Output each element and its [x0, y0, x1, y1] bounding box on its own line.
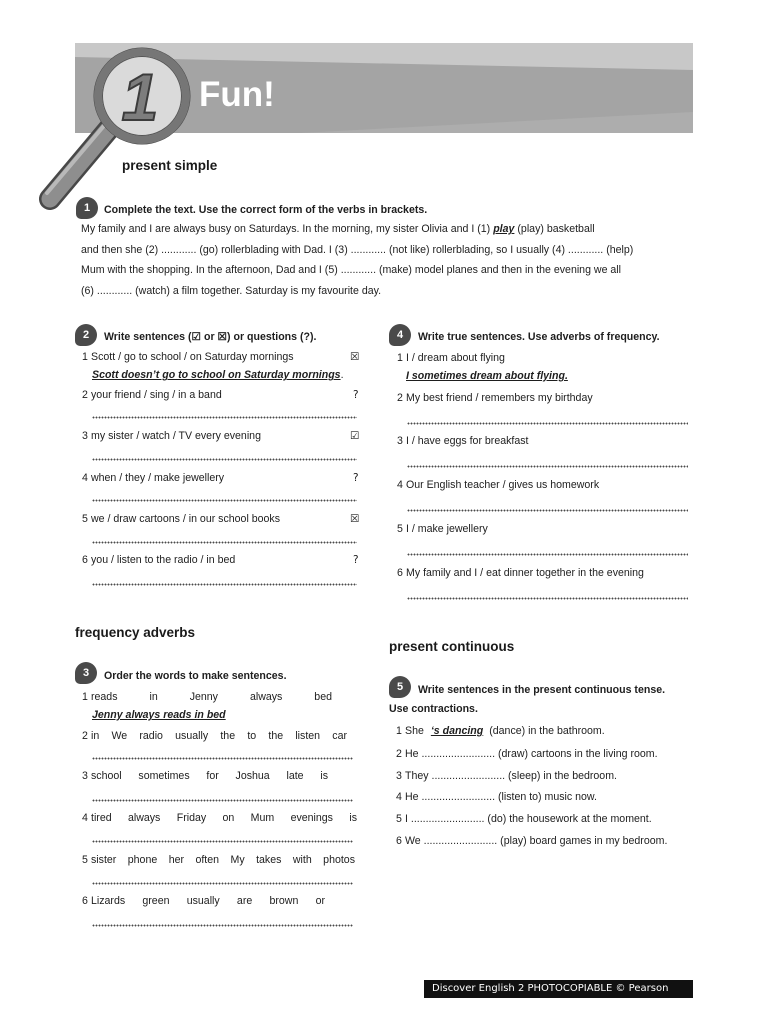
- item-prompt: we / draw cartoons / in our school books: [91, 513, 281, 525]
- exercise-1-line-text: My family and I are always busy on Saturdays. In the morning, my sister Olivia and I (1): [81, 223, 491, 235]
- exercise-5-instruction: Write sentences in the present continuous tense.: [418, 684, 666, 696]
- negative-box-icon: ☒: [350, 351, 360, 363]
- item-number: 1: [396, 725, 402, 737]
- item-prompt: I / make jewellery: [406, 523, 488, 535]
- scrambled-words: in We radio usually the to the listen car: [91, 730, 347, 742]
- exercise-1-line-text: (play) basketball: [517, 223, 595, 235]
- answer-line: [92, 458, 357, 461]
- answer-line: [407, 465, 688, 468]
- item-number: 6: [82, 895, 88, 907]
- answer-line: [92, 840, 353, 843]
- exercise-1-example-answer: play: [493, 223, 515, 235]
- item-number: 5: [396, 813, 402, 825]
- scrambled-words: Lizards green usually are brown or: [91, 895, 325, 907]
- item-prompt: when / they / make jewellery: [91, 472, 225, 484]
- question-mark: ?: [353, 472, 359, 484]
- exercise-2-badge: 2: [75, 324, 97, 346]
- item-prompt-text: (dance) in the bathroom.: [489, 725, 605, 737]
- item-number: 5: [82, 854, 88, 866]
- exercise-1-badge: 1: [76, 197, 98, 219]
- answer-line: [92, 882, 353, 885]
- item-prompt: We ......................... (play) board games in my bedroom.: [405, 835, 668, 847]
- item-number: 5: [82, 513, 88, 525]
- item-number: 1: [82, 691, 88, 703]
- example-answer: [92, 369, 344, 382]
- item-prompt: He ......................... (draw) cartoons in the living room.: [405, 748, 658, 760]
- item-prompt: your friend / sing / in a band: [91, 389, 222, 401]
- exercise-1-line: [81, 223, 595, 236]
- item-prompt: you / listen to the radio / in bed: [91, 554, 236, 566]
- item-number: 6: [396, 835, 402, 847]
- item-number: 1: [397, 352, 403, 364]
- item-prompt-text: She: [405, 725, 424, 737]
- example-answer: [406, 370, 571, 383]
- answer-line: [407, 509, 688, 512]
- item-prompt: Scott / go to school / on Saturday mornings: [91, 351, 294, 363]
- answer-line: [407, 597, 688, 600]
- item-prompt: I ......................... (do) the housework at the moment.: [405, 813, 652, 825]
- exercise-3-instruction: Order the words to make sentences.: [104, 670, 287, 682]
- item-number: 2: [397, 392, 403, 404]
- exercise-5-badge: 5: [389, 676, 411, 698]
- footer-copyright: Discover English 2 PHOTOCOPIABLE © Pearson: [424, 980, 693, 998]
- magnifier-handle: [50, 124, 113, 199]
- item-prompt: I / have eggs for breakfast: [406, 435, 529, 447]
- exercise-1-line: Mum with the shopping. In the afternoon, Dad and I (5) ............ (make) model planes and then in the evening we all: [81, 264, 621, 276]
- section-heading-frequency-adverbs: frequency adverbs: [75, 625, 196, 640]
- unit-number: 1: [121, 60, 159, 134]
- item-number: 3: [82, 770, 88, 782]
- item-number: 2: [82, 389, 88, 401]
- answer-line: [92, 757, 353, 760]
- section-heading-present-simple: present simple: [122, 158, 218, 173]
- example-answer: [92, 709, 229, 722]
- answer-line: [92, 499, 357, 502]
- scrambled-words: school sometimes for Joshua late is: [91, 770, 328, 782]
- item-prompt: [405, 725, 605, 738]
- exercise-5-instruction-2: Use contractions.: [389, 703, 478, 715]
- item-number: 2: [396, 748, 402, 760]
- scrambled-words: tired always Friday on Mum evenings is: [91, 812, 357, 824]
- item-number: 4: [82, 812, 88, 824]
- item-number: 5: [397, 523, 403, 535]
- scrambled-words: reads in Jenny always bed: [91, 691, 332, 703]
- item-prompt: They ......................... (sleep) in the bedroom.: [405, 770, 617, 782]
- item-prompt: My family and I / eat dinner together in the evening: [406, 567, 644, 579]
- exercise-1-line: (6) ............ (watch) a film together. Saturday is my favourite day.: [81, 285, 382, 297]
- example-answer-text: Scott doesn’t go to school on Saturday mornings: [92, 369, 341, 381]
- unit-title: Fun!: [199, 75, 275, 114]
- answer-line: [407, 422, 688, 425]
- item-number: 4: [396, 791, 402, 803]
- item-prompt: He ......................... (listen to) music now.: [405, 791, 597, 803]
- item-number: 3: [397, 435, 403, 447]
- item-prompt: Our English teacher / gives us homework: [406, 479, 600, 491]
- item-number: 2: [82, 730, 88, 742]
- example-answer-text: ‘s dancing: [430, 725, 484, 737]
- item-number: 6: [397, 567, 403, 579]
- item-prompt: I / dream about flying: [406, 352, 505, 364]
- question-mark: ?: [353, 554, 359, 566]
- answer-line: [92, 799, 353, 802]
- negative-box-icon: ☒: [350, 513, 360, 525]
- question-mark: ?: [353, 389, 359, 401]
- positive-box-icon: ☑: [350, 430, 360, 442]
- answer-line: [92, 416, 357, 419]
- exercise-1-line: and then she (2) ............ (go) rollerblading with Dad. I (3) ............ (not like) rollerblading, so I usually (4) ............ (help): [81, 244, 634, 256]
- exercise-4-instruction: Write true sentences. Use adverbs of frequency.: [418, 331, 660, 343]
- item-number: 1: [82, 351, 88, 363]
- item-prompt: My best friend / remembers my birthday: [406, 392, 593, 404]
- exercise-2-instruction: Write sentences (☑ or ☒) or questions (?).: [104, 331, 317, 343]
- exercise-4-badge: 4: [389, 324, 411, 346]
- item-number: 6: [82, 554, 88, 566]
- example-answer-period: .: [340, 369, 344, 381]
- example-answer-text: Jenny always reads in bed: [92, 709, 226, 721]
- exercise-1-instruction: Complete the text. Use the correct form of the verbs in brackets.: [104, 204, 428, 216]
- answer-line: [92, 583, 357, 586]
- answer-line: [92, 924, 353, 927]
- item-number: 3: [396, 770, 402, 782]
- item-number: 4: [82, 472, 88, 484]
- section-heading-present-continuous: present continuous: [389, 639, 515, 654]
- answer-line: [407, 553, 688, 556]
- answer-line: [92, 541, 357, 544]
- exercise-3-badge: 3: [75, 662, 97, 684]
- item-prompt: my sister / watch / TV every evening: [91, 430, 261, 442]
- scrambled-words: sister phone her often My takes with photos: [91, 854, 355, 866]
- item-number: 3: [82, 430, 88, 442]
- item-number: 4: [397, 479, 403, 491]
- example-answer-text: I sometimes dream about flying.: [406, 370, 568, 382]
